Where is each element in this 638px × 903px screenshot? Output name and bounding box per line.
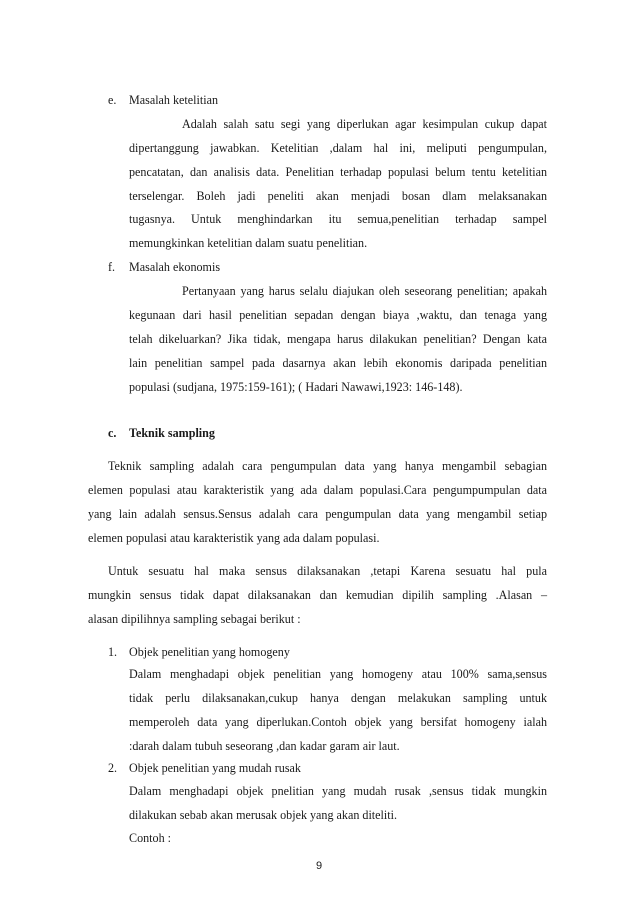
- paragraph-2-line: mungkin sensus tidak dapat dilaksanakan dan kemudian dipilih sampling .Alasan –: [88, 588, 547, 602]
- list-1-marker: 1.: [108, 645, 118, 659]
- paragraph-1-line: Teknik sampling adalah cara pengumpulan data yang hanya mengambil sebagian: [108, 459, 547, 473]
- paragraph-1-line: elemen populasi atau karakteristik yang ada dalam populasi.: [88, 531, 380, 545]
- list-2-marker: 2.: [108, 761, 118, 775]
- item-f-marker: f.: [108, 260, 116, 274]
- item-f-line: Pertanyaan yang harus selalu diajukan oleh seseorang penelitian; apakah: [182, 284, 547, 298]
- paragraph-2-line: alasan dipilihnya sampling sebagai berikut :: [88, 612, 301, 626]
- item-e-line: dipertanggung jawabkan. Ketelitian ,dalam hal ini, meliputi pengumpulan,: [129, 141, 547, 155]
- page-number: 9: [315, 860, 323, 872]
- list-1-line: tidak perlu dilaksanakan,cukup hanya dengan melakukan sampling untuk: [129, 691, 547, 705]
- item-f-line: telah dikeluarkan? Jika tidak, mengapa harus dilakukan penelitian? Dengan kata: [129, 332, 547, 346]
- item-e-line: Adalah salah satu segi yang diperlukan agar kesimpulan cukup dapat: [182, 117, 547, 131]
- list-1-line: :darah dalam tubuh seseorang ,dan kadar garam air laut.: [129, 739, 400, 753]
- item-f-heading: Masalah ekonomis: [129, 260, 221, 274]
- item-e-heading: Masalah ketelitian: [129, 93, 218, 107]
- list-2-heading: Objek penelitian yang mudah rusak: [129, 761, 301, 775]
- item-e-line: pencatatan, dan analisis data. Penelitian terhadap populasi belum tentu ketelitian: [129, 165, 547, 179]
- list-1-line: Dalam menghadapi objek penelitian yang homogeny atau 100% sama,sensus: [129, 667, 547, 681]
- item-e-line: tugasnya. Untuk menghindarkan itu semua,penelitian terhadap sampel: [129, 212, 547, 226]
- item-e-line: memungkinkan ketelitian dalam suatu penelitian.: [129, 236, 368, 250]
- section-c-marker: c.: [108, 426, 117, 440]
- list-1-line: memperoleh data yang diperlukan.Contoh objek yang bersifat homogeny ialah: [129, 715, 547, 729]
- item-f-line: kegunaan dari hasil penelitian sepadan dengan biaya ,waktu, dan tenaga yang: [129, 308, 547, 322]
- section-c-heading: Teknik sampling: [129, 426, 215, 440]
- list-2-line: Contoh :: [129, 831, 171, 845]
- item-f-line: populasi (sudjana, 1975:159-161); ( Hadari Nawawi,1923: 146-148).: [129, 380, 463, 394]
- list-2-line: Dalam menghadapi objek pnelitian yang mudah rusak ,sensus tidak mungkin: [129, 784, 547, 798]
- item-e-line: terselengar. Boleh jadi peneliti akan menjadi bosan dlam melaksanakan: [129, 189, 547, 203]
- item-e-marker: e.: [108, 93, 117, 107]
- list-1-heading: Objek penelitian yang homogeny: [129, 645, 290, 659]
- item-f-line: lain penelitian sampel pada dasarnya akan lebih ekonomis daripada penelitian: [129, 356, 547, 370]
- paragraph-1-line: yang lain adalah sensus.Sensus adalah cara pengumpulan data yang mengambil setiap: [88, 507, 547, 521]
- list-2-line: dilakukan sebab akan merusak objek yang akan diteliti.: [129, 808, 397, 822]
- paragraph-1-line: elemen populasi atau karakteristik yang ada dalam populasi.Cara pengumpumpulan data: [88, 483, 547, 497]
- paragraph-2-line: Untuk sesuatu hal maka sensus dilaksanakan ,tetapi Karena sesuatu hal pula: [108, 564, 547, 578]
